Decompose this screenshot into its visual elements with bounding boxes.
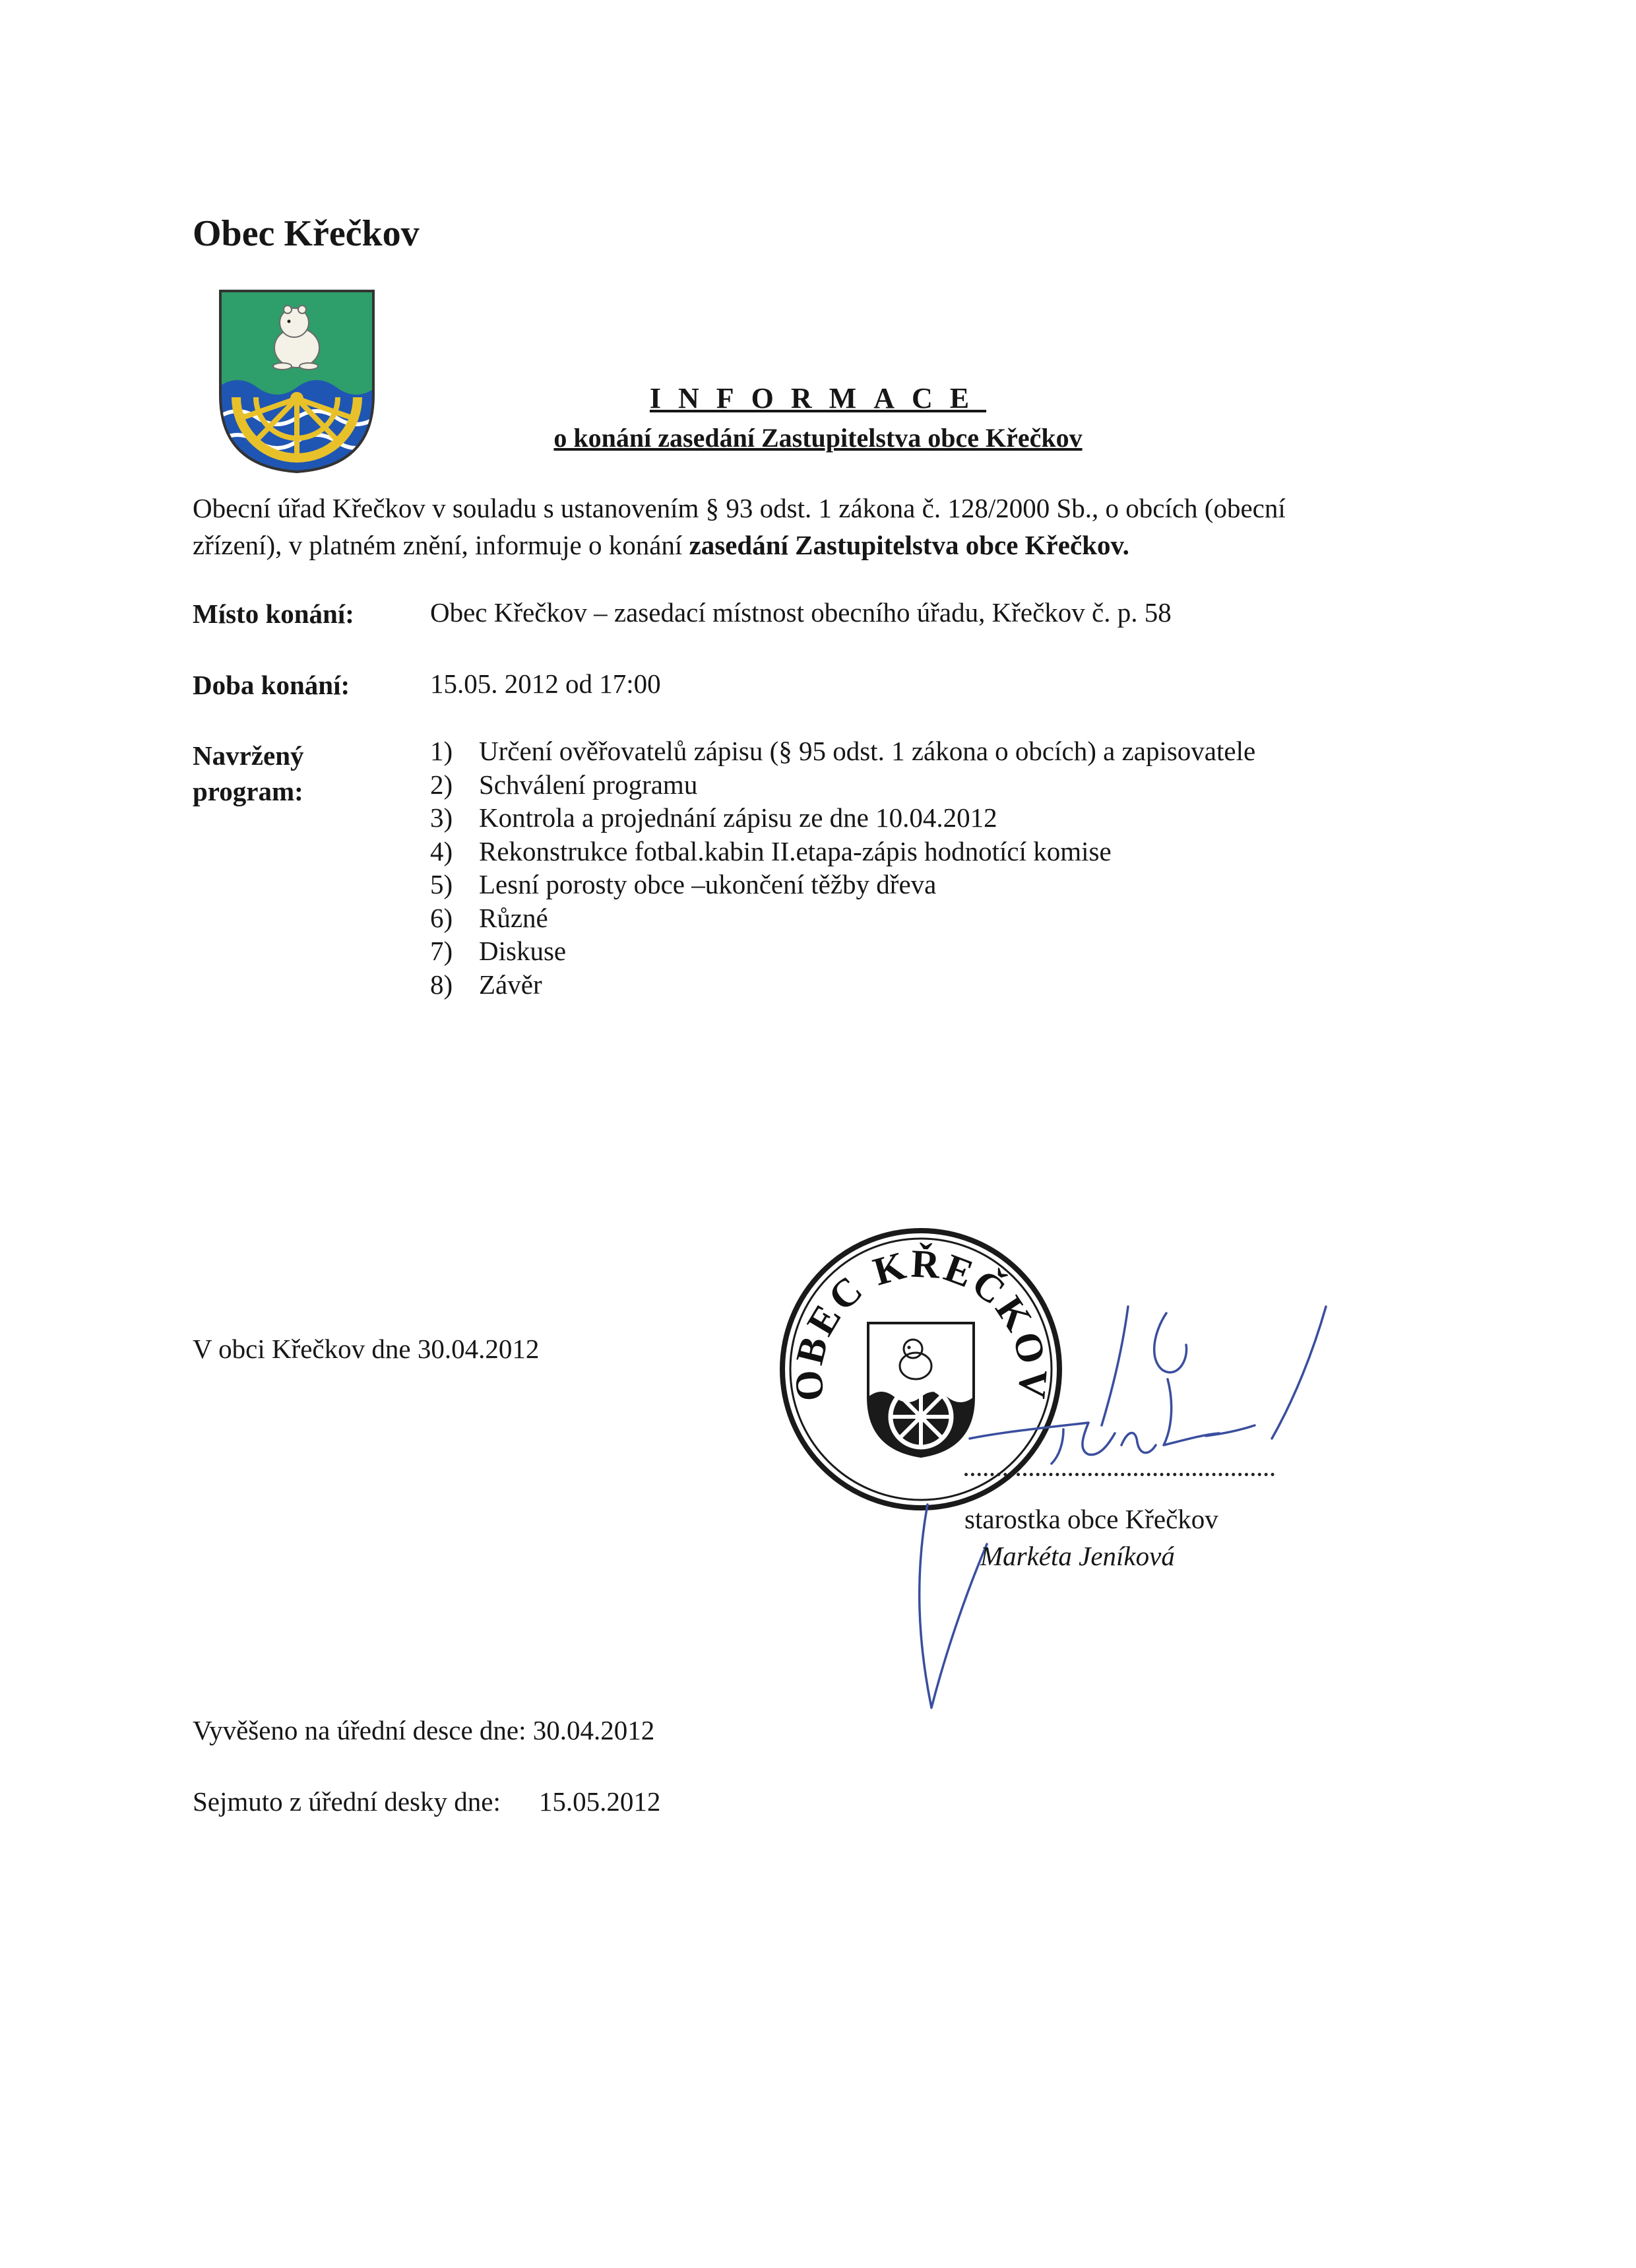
stamp-text: OBEC KŘEČKOV — [786, 1241, 1056, 1404]
intro-paragraph — [193, 490, 1286, 564]
program-item — [430, 734, 1255, 768]
program-item — [430, 801, 1255, 835]
time-value: 15.05. 2012 od 17:00 — [430, 668, 661, 699]
removed-label: Sejmuto z úřední desky dne: — [193, 1786, 501, 1817]
document-title: INFORMACE — [649, 382, 987, 414]
signature-line — [964, 1473, 1274, 1476]
program-item — [430, 934, 1255, 968]
program-item-number: 7) — [430, 936, 453, 966]
intro-line-2 — [193, 527, 1286, 564]
time-label: Doba konání: — [193, 670, 350, 700]
program-item-text: Rekonstrukce fotbal.kabin II.etapa-zápis hodnotící komise — [479, 835, 1112, 866]
signatory-role: starostka obce Křečkov — [964, 1504, 1218, 1534]
coat-of-arms-icon — [218, 288, 376, 474]
program-item-number: 5) — [430, 869, 453, 899]
program-item — [430, 768, 1255, 802]
program-item-text: Lesní porosty obce –ukončení těžby dřeva — [479, 869, 937, 899]
program-item-number: 2) — [430, 769, 453, 800]
program-item-text: Schválení programu — [479, 769, 698, 800]
place-value: Obec Křečkov – zasedací místnost obecního úřadu, Křečkov č. p. 58 — [430, 597, 1172, 628]
program-item-text: Určení ověřovatelů zápisu (§ 95 odst. 1 zákona o obcích) a zapisovatele — [479, 736, 1256, 766]
program-label — [193, 738, 304, 809]
program-item-text: Kontrola a projednání zápisu ze dne 10.04.2012 — [479, 802, 997, 833]
intro-line-2-bold: zasedání Zastupitelstva obce Křečkov. — [689, 530, 1129, 560]
signatory-name: Markéta Jeníková — [980, 1541, 1175, 1571]
place-and-date: V obci Křečkov dne 30.04.2012 — [193, 1334, 540, 1364]
intro-line-2-text: zřízení), v platném znění, informuje o konání — [193, 530, 689, 560]
program-item — [430, 868, 1255, 901]
program-item-number: 8) — [430, 969, 453, 1000]
handwritten-signature-icon — [891, 1287, 1366, 1716]
program-item-number: 6) — [430, 902, 453, 933]
municipality-name: Obec Křečkov — [193, 213, 420, 254]
program-item-text: Diskuse — [479, 936, 567, 966]
program-item-text: Různé — [479, 902, 548, 933]
intro-line-1: Obecní úřad Křečkov v souladu s ustanovením § 93 odst. 1 zákona č. 128/2000 Sb., o obcích (obecní — [193, 493, 1286, 523]
program-label-line-1: Navržený — [193, 740, 304, 771]
program-item-number: 3) — [430, 802, 453, 833]
program-item-number: 1) — [430, 736, 453, 766]
program-item — [430, 901, 1255, 935]
program-label-line-2: program: — [193, 776, 303, 806]
program-item-text: Závěr — [479, 969, 542, 1000]
program-item-number: 4) — [430, 835, 453, 866]
place-label: Místo konání: — [193, 599, 354, 629]
program-item — [430, 835, 1255, 868]
removed-date: 15.05.2012 — [538, 1786, 661, 1817]
removed-from-board — [193, 1786, 660, 1817]
document-subtitle: o konání zasedání Zastupitelstva obce Křečkov — [553, 423, 1083, 453]
program-list — [430, 734, 1255, 1001]
program-item — [430, 968, 1255, 1002]
posted-on-board: Vyvěšeno na úřední desce dne: 30.04.2012 — [193, 1715, 655, 1745]
